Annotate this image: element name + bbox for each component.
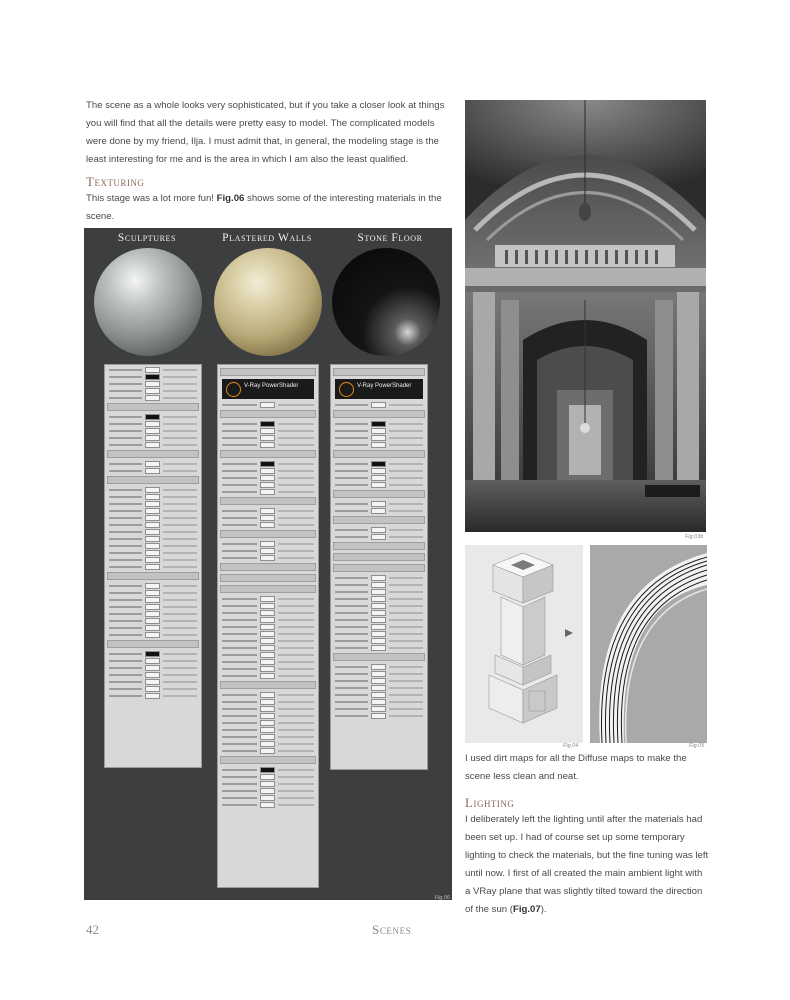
lighting-text-b: ). <box>540 904 547 915</box>
figure-06-label: Fig.06 <box>434 895 450 900</box>
lighting-heading: Lighting <box>465 795 515 810</box>
column-title-sculptures: Sculptures <box>117 232 177 244</box>
vray-logo-icon <box>222 379 314 399</box>
sphere-stone-floor <box>332 248 440 356</box>
figure-03b-label-text: Fig.03b <box>685 534 704 540</box>
column-title-stone-floor: Stone Floor <box>357 232 423 244</box>
pedestal-render <box>465 545 583 743</box>
figure-04-label: Fig.04 <box>563 743 579 749</box>
texturing-section <box>86 173 450 226</box>
column-title-plastered-walls: Plastered Walls <box>222 232 312 244</box>
figure-05-stairs-model <box>590 545 707 743</box>
section-title: Scenes <box>372 922 412 937</box>
page-number: 42 <box>86 922 99 937</box>
stairs-render <box>590 545 707 743</box>
interior-hall-photo <box>465 100 706 532</box>
sphere-plastered-walls <box>214 248 322 356</box>
intro-text: The scene as a whole looks very sophisticated, but if you take a closer look at things you will find that all the details were pretty easy to model. The complicated models were done by my friend, Ilja. I must admit that, in general, the modeling stage is the least interesting for me and is the area in which I am also the least qualified. <box>86 100 445 165</box>
figure-05-label: Fig.05 <box>689 743 705 749</box>
figure-03b-photo <box>465 100 706 532</box>
texturing-fig-ref: Fig.06 <box>216 193 245 204</box>
lighting-fig-ref: Fig.07 <box>513 904 541 915</box>
figure-06-materials <box>84 228 452 900</box>
intro-paragraph <box>86 97 450 169</box>
lighting-paragraph <box>465 811 710 919</box>
shader-panel-sculptures <box>104 364 202 768</box>
texturing-heading: Texturing <box>86 174 145 189</box>
texturing-paragraph <box>86 190 450 226</box>
dirt-maps-text: I used dirt maps for all the Diffuse maps to make the scene less clean and neat. <box>465 753 687 782</box>
vray-logo-icon <box>335 379 423 399</box>
dirt-maps-caption <box>465 750 710 786</box>
lighting-text-a: I deliberately left the lighting until after the materials had been set up. I had of course set up some temporary lighting to check the materials, but the fine tuning was left until now. I first of all created the main ambient light with a VRay plane that was slightly tilted toward the direction of the sun ( <box>465 814 709 915</box>
lighting-section <box>465 794 710 919</box>
vray-header-text-2: V-Ray PowerShader <box>357 383 412 389</box>
vray-header-text: V-Ray PowerShader <box>244 383 299 389</box>
shader-panel-stone-floor <box>330 364 428 770</box>
texturing-text-b: shows some of the interesting materials in the scene. <box>86 193 442 222</box>
shader-panel-plastered-walls <box>217 364 319 888</box>
figure-04-pedestal-model <box>465 545 583 743</box>
figure-03b-label-outside <box>685 534 703 540</box>
texturing-text-a: This stage was a lot more fun! <box>86 193 217 204</box>
sphere-sculptures <box>94 248 202 356</box>
